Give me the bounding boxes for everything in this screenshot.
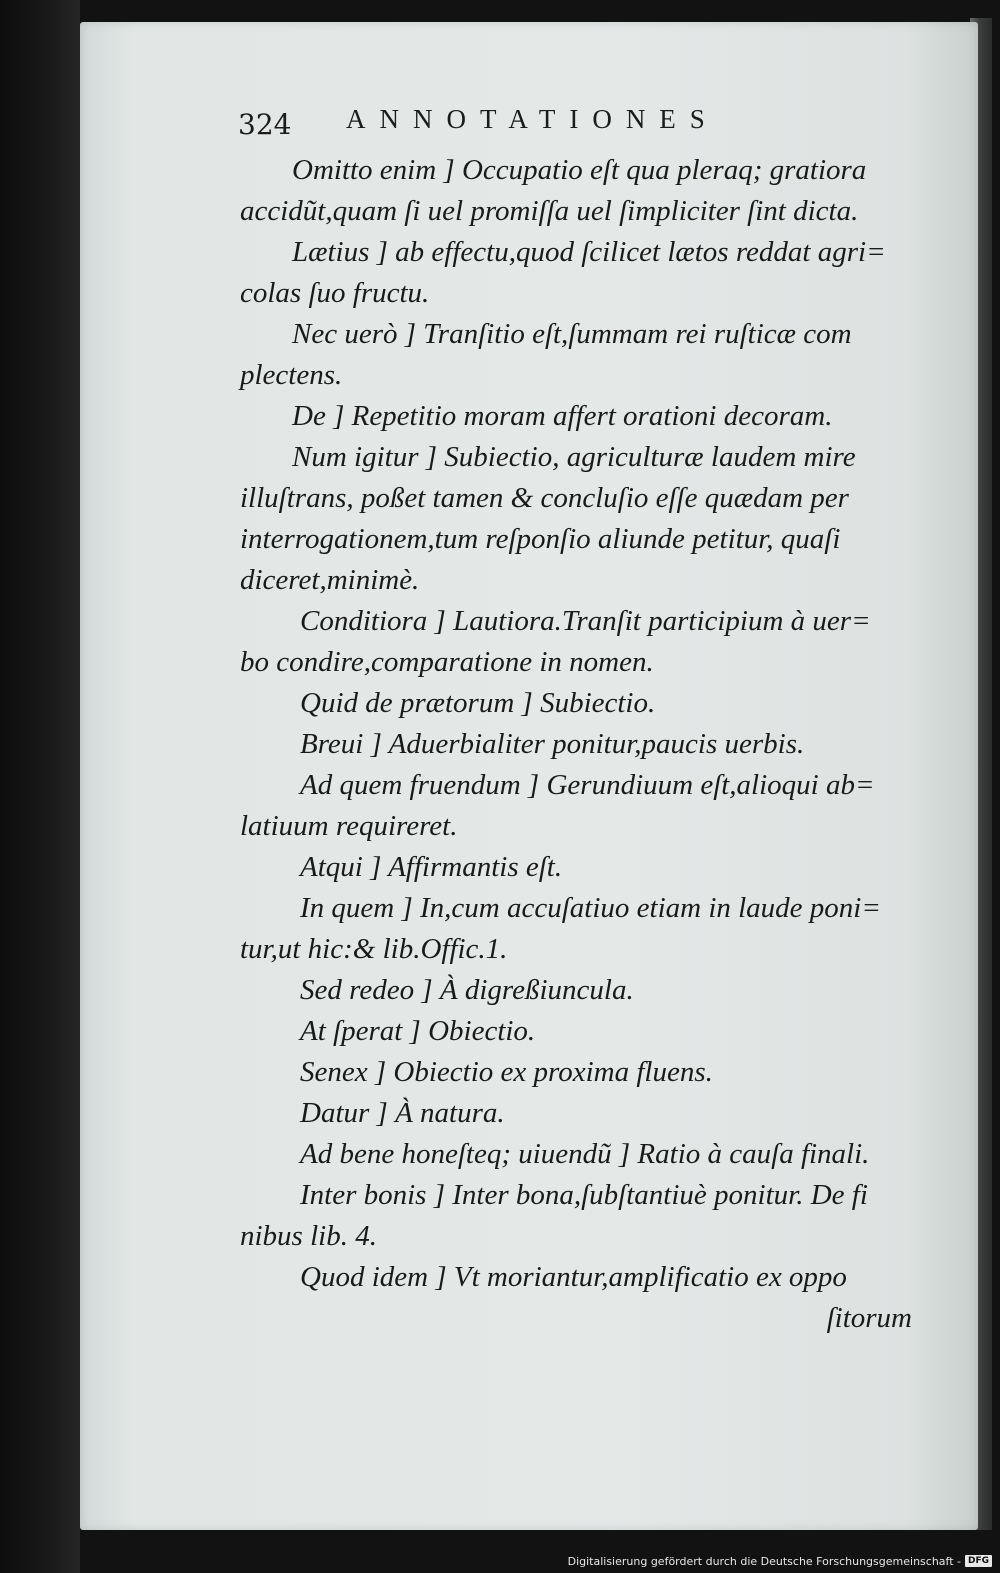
text-line: Quod idem ] Vt moriantur,amplificatio ex oppo <box>300 1261 847 1293</box>
text-line: At ſperat ] Obiectio. <box>300 1015 536 1047</box>
page-header <box>238 104 838 144</box>
text-line: Datur ] À natura. <box>300 1097 505 1129</box>
text-line: latiuum requireret. <box>240 810 458 842</box>
dfg-logo: DFG <box>965 1555 992 1567</box>
text-line: Sed redeo ] À digreßiuncula. <box>300 974 634 1006</box>
text-line: Ad bene honeſteq; uiuendũ ] Ratio à cauſa finali. <box>300 1138 870 1170</box>
text-line: bo condire,comparatione in nomen. <box>240 646 654 678</box>
text-line: Nec uerò ] Tranſitio eſt,ſummam rei ruſticæ com <box>292 318 852 350</box>
text-line: diceret,minimè. <box>240 564 420 596</box>
text-line: Breui ] Aduerbialiter ponitur,paucis uerbis. <box>300 728 805 760</box>
catchword: ſitorum <box>826 1302 912 1334</box>
text-line: Quid de prætorum ] Subiectio. <box>300 687 656 719</box>
scan-background-left <box>0 0 80 1573</box>
text-line: illuſtrans, poßet tamen & concluſio eſſe quædam per <box>240 482 849 514</box>
text-line: Conditiora ] Lautiora.Tranſit participium à uer= <box>300 605 871 637</box>
text-line: Num igitur ] Subiectio, agriculturæ laudem mire <box>292 441 856 473</box>
text-line: Omitto enim ] Occupatio eſt qua pleraq; gratiora <box>292 154 867 186</box>
text-line: tur,ut hic:& lib.Offic.1. <box>240 933 508 965</box>
text-line: In quem ] In,cum accuſatiuo etiam in laude poni= <box>300 892 881 924</box>
text-line: Inter bonis ] Inter bona,ſubſtantiuè ponitur. De fi <box>300 1179 868 1211</box>
text-line: Senex ] Obiectio ex proxima fluens. <box>300 1056 713 1088</box>
text-line: interrogationem,tum reſponſio aliunde petitur, quaſi <box>240 523 841 555</box>
text-line: nibus lib. 4. <box>240 1220 377 1252</box>
text-line: colas ſuo fructu. <box>240 277 430 309</box>
text-line: Atqui ] Affirmantis eſt. <box>300 851 563 883</box>
text-line: Ad quem fruendum ] Gerundiuum eſt,alioqui ab= <box>300 769 875 801</box>
digitization-credit <box>568 1553 992 1569</box>
text-line: accidũt,quam ſi uel promiſſa uel ſimpliciter ſint dicta. <box>240 195 859 227</box>
annotation-text <box>240 150 912 1339</box>
text-line: Lætius ] ab effectu,quod ſcilicet lætos reddat agri= <box>292 236 886 268</box>
credit-text: Digitalisierung gefördert durch die Deutsche Forschungsgemeinschaft - <box>567 1554 961 1568</box>
text-line: plectens. <box>240 359 343 391</box>
page-number: 324 <box>238 108 292 141</box>
text-line: De ] Repetitio moram affert orationi decoram. <box>292 400 833 432</box>
running-head: ANNOTATIONES <box>346 104 719 134</box>
